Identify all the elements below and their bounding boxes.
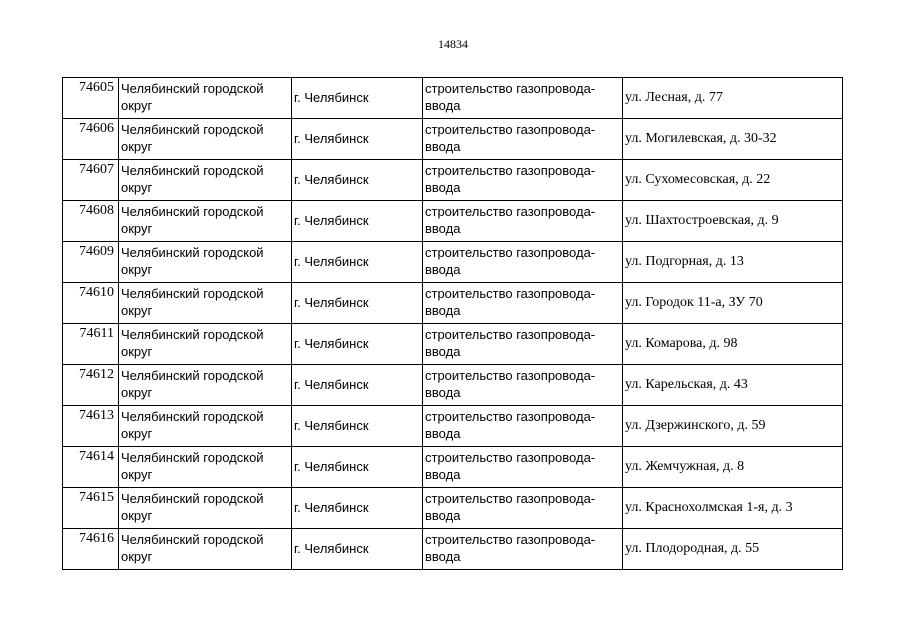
municipality-cell bbox=[119, 447, 292, 488]
row-number: 74616 bbox=[79, 531, 114, 546]
settlement: г. Челябинск bbox=[294, 417, 369, 433]
settlement-cell bbox=[292, 201, 423, 242]
row-number-cell bbox=[63, 324, 119, 365]
table-row bbox=[63, 529, 843, 570]
row-number-cell bbox=[63, 78, 119, 119]
address-cell bbox=[623, 283, 843, 324]
settlement-cell bbox=[292, 406, 423, 447]
work-type-cell bbox=[423, 160, 623, 201]
settlement: г. Челябинск bbox=[294, 171, 369, 187]
work-type: строительство газопровода-ввода bbox=[425, 286, 596, 318]
address-cell bbox=[623, 160, 843, 201]
municipality-cell bbox=[119, 242, 292, 283]
address-cell bbox=[623, 324, 843, 365]
table-row bbox=[63, 447, 843, 488]
address-cell bbox=[623, 365, 843, 406]
municipality: Челябинский городской округ bbox=[121, 163, 264, 195]
municipality: Челябинский городской округ bbox=[121, 368, 264, 400]
municipality: Челябинский городской округ bbox=[121, 450, 264, 482]
table-row bbox=[63, 201, 843, 242]
address: ул. Дзержинского, д. 59 bbox=[625, 418, 766, 433]
row-number-cell bbox=[63, 242, 119, 283]
municipality-cell bbox=[119, 406, 292, 447]
municipality-cell bbox=[119, 488, 292, 529]
row-number: 74611 bbox=[79, 326, 114, 341]
work-type-cell bbox=[423, 529, 623, 570]
row-number-cell bbox=[63, 201, 119, 242]
settlement: г. Челябинск bbox=[294, 376, 369, 392]
address-cell bbox=[623, 242, 843, 283]
municipality-cell bbox=[119, 324, 292, 365]
address: ул. Жемчужная, д. 8 bbox=[625, 459, 745, 474]
row-number-cell bbox=[63, 119, 119, 160]
registry-table bbox=[62, 77, 843, 570]
municipality: Челябинский городской округ bbox=[121, 122, 264, 154]
settlement-cell bbox=[292, 488, 423, 529]
settlement-cell bbox=[292, 529, 423, 570]
settlement: г. Челябинск bbox=[294, 130, 369, 146]
work-type-cell bbox=[423, 488, 623, 529]
settlement: г. Челябинск bbox=[294, 253, 369, 269]
table-row bbox=[63, 488, 843, 529]
work-type-cell bbox=[423, 283, 623, 324]
address-cell bbox=[623, 406, 843, 447]
settlement: г. Челябинск bbox=[294, 458, 369, 474]
table-row bbox=[63, 283, 843, 324]
work-type: строительство газопровода-ввода bbox=[425, 122, 596, 154]
row-number-cell bbox=[63, 488, 119, 529]
address-cell bbox=[623, 488, 843, 529]
municipality: Челябинский городской округ bbox=[121, 81, 264, 113]
row-number: 74608 bbox=[79, 203, 114, 218]
work-type: строительство газопровода-ввода bbox=[425, 450, 596, 482]
address: ул. Подгорная, д. 13 bbox=[625, 254, 744, 269]
table-row bbox=[63, 324, 843, 365]
municipality-cell bbox=[119, 119, 292, 160]
address-cell bbox=[623, 119, 843, 160]
work-type: строительство газопровода-ввода bbox=[425, 491, 596, 523]
address: ул. Краснохолмская 1-я, д. 3 bbox=[625, 500, 793, 515]
municipality: Челябинский городской округ bbox=[121, 532, 264, 564]
row-number-cell bbox=[63, 529, 119, 570]
table-row bbox=[63, 406, 843, 447]
table-row bbox=[63, 365, 843, 406]
settlement: г. Челябинск bbox=[294, 89, 369, 105]
work-type-cell bbox=[423, 406, 623, 447]
work-type-cell bbox=[423, 119, 623, 160]
settlement-cell bbox=[292, 365, 423, 406]
table-row bbox=[63, 119, 843, 160]
municipality-cell bbox=[119, 78, 292, 119]
work-type: строительство газопровода-ввода bbox=[425, 245, 596, 277]
address: ул. Плодородная, д. 55 bbox=[625, 541, 760, 556]
settlement-cell bbox=[292, 447, 423, 488]
work-type: строительство газопровода-ввода bbox=[425, 532, 596, 564]
address-cell bbox=[623, 201, 843, 242]
work-type-cell bbox=[423, 242, 623, 283]
municipality-cell bbox=[119, 201, 292, 242]
settlement-cell bbox=[292, 119, 423, 160]
municipality: Челябинский городской округ bbox=[121, 327, 264, 359]
settlement-cell bbox=[292, 160, 423, 201]
work-type-cell bbox=[423, 78, 623, 119]
settlement: г. Челябинск bbox=[294, 499, 369, 515]
work-type: строительство газопровода-ввода bbox=[425, 368, 596, 400]
row-number-cell bbox=[63, 283, 119, 324]
row-number: 74615 bbox=[79, 490, 114, 505]
work-type: строительство газопровода-ввода bbox=[425, 409, 596, 441]
address: ул. Могилевская, д. 30-32 bbox=[625, 131, 777, 146]
municipality-cell bbox=[119, 365, 292, 406]
address-cell bbox=[623, 529, 843, 570]
table-row bbox=[63, 78, 843, 119]
address: ул. Карельская, д. 43 bbox=[625, 377, 748, 392]
row-number-cell bbox=[63, 365, 119, 406]
work-type: строительство газопровода-ввода bbox=[425, 204, 596, 236]
settlement-cell bbox=[292, 242, 423, 283]
address: ул. Городок 11-а, ЗУ 70 bbox=[625, 295, 763, 310]
row-number: 74607 bbox=[79, 162, 114, 177]
row-number-cell bbox=[63, 160, 119, 201]
municipality: Челябинский городской округ bbox=[121, 286, 264, 318]
work-type: строительство газопровода-ввода bbox=[425, 327, 596, 359]
work-type-cell bbox=[423, 365, 623, 406]
row-number-cell bbox=[63, 447, 119, 488]
work-type: строительство газопровода-ввода bbox=[425, 81, 596, 113]
work-type-cell bbox=[423, 201, 623, 242]
municipality: Челябинский городской округ bbox=[121, 204, 264, 236]
address: ул. Сухомесовская, д. 22 bbox=[625, 172, 771, 187]
work-type-cell bbox=[423, 447, 623, 488]
settlement: г. Челябинск bbox=[294, 335, 369, 351]
row-number-cell bbox=[63, 406, 119, 447]
row-number: 74614 bbox=[79, 449, 114, 464]
municipality: Челябинский городской округ bbox=[121, 245, 264, 277]
address: ул. Комарова, д. 98 bbox=[625, 336, 738, 351]
settlement: г. Челябинск bbox=[294, 294, 369, 310]
settlement-cell bbox=[292, 324, 423, 365]
municipality-cell bbox=[119, 529, 292, 570]
municipality-cell bbox=[119, 283, 292, 324]
address-cell bbox=[623, 78, 843, 119]
settlement: г. Челябинск bbox=[294, 212, 369, 228]
settlement: г. Челябинск bbox=[294, 540, 369, 556]
address-cell bbox=[623, 447, 843, 488]
registry-table-body bbox=[63, 78, 843, 570]
municipality: Челябинский городской округ bbox=[121, 491, 264, 523]
work-type: строительство газопровода-ввода bbox=[425, 163, 596, 195]
row-number: 74605 bbox=[79, 80, 114, 95]
municipality-cell bbox=[119, 160, 292, 201]
row-number: 74606 bbox=[79, 121, 114, 136]
address: ул. Шахтостроевская, д. 9 bbox=[625, 213, 779, 228]
table-row bbox=[63, 160, 843, 201]
row-number: 74613 bbox=[79, 408, 114, 423]
row-number: 74610 bbox=[79, 285, 114, 300]
page-number: 14834 bbox=[438, 37, 468, 51]
municipality: Челябинский городской округ bbox=[121, 409, 264, 441]
settlement-cell bbox=[292, 78, 423, 119]
row-number: 74609 bbox=[79, 244, 114, 259]
address: ул. Лесная, д. 77 bbox=[625, 90, 723, 105]
table-row bbox=[63, 242, 843, 283]
work-type-cell bbox=[423, 324, 623, 365]
settlement-cell bbox=[292, 283, 423, 324]
row-number: 74612 bbox=[79, 367, 114, 382]
